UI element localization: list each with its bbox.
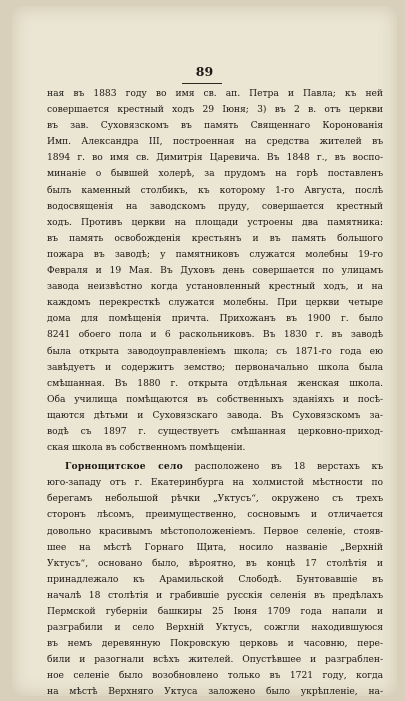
paragraph-1: [47, 86, 383, 456]
text-line: Оба училища помѣщаются въ собственныхъ зданіяхъ и посѣ-: [47, 393, 383, 405]
text-line: сторонъ лѣсомъ, преимущественно, сосновымъ и отличается: [47, 509, 383, 521]
text-line: въ зав. Суховязскомъ въ память Священнаго Коронованія: [47, 120, 383, 132]
text-line: Пермской губерніи башкиры 25 Іюня 1709 года напали и: [47, 606, 383, 617]
text-line: пожара въ заводѣ; у памятниковъ служатся молебны 19-го: [47, 248, 383, 260]
text-line: ная въ 1883 году во имя св. ап. Петра и Павла; къ ней: [47, 88, 383, 99]
text-line: 1894 г. во имя св. Димитрія Царевича. Въ 1848 г., въ воспо-: [47, 152, 383, 164]
text-line: въ немъ деревянную Покровскую церковь и часовню, пере-: [47, 638, 383, 650]
paragraph-2: [47, 475, 383, 700]
text-line: ное селеніе было возобновлено только въ 1721 году, когда: [47, 670, 383, 682]
text-line: минаніе о бывшей холерѣ, за прудомъ на горѣ поставленъ: [47, 168, 383, 180]
text-line: завода неизвѣстно когда установленный крестный ходъ, и на: [47, 281, 383, 293]
paragraph-2-first-line: [47, 459, 383, 475]
text-line: въ память освобожденія крестьянъ и въ память большого: [47, 232, 383, 244]
book-page: [12, 6, 397, 696]
text-line: была открыта заводоуправленіемъ школа; съ 1871-го года ею: [47, 345, 383, 357]
text-line: водѣ съ 1897 г. существуетъ смѣшанная церковно-приход-: [47, 425, 383, 437]
page-number: 89: [195, 64, 214, 79]
text-line: дома для помѣщенія причта. Прихожанъ въ 1900 г. было: [47, 313, 383, 325]
text-line: щаются дѣтьми и Суховязскаго завода. Въ Суховязскомъ за-: [47, 409, 383, 421]
page-body: [47, 86, 383, 701]
paragraph-2-first-line-text: расположено въ 18 верстахъ къ: [194, 461, 383, 473]
text-line: Уктусъ“, основано было, вѣроятно, въ концѣ 17 столѣтія и: [47, 557, 383, 569]
text-line: началѣ 18 столѣтія и грабившіе русскія селенія въ предѣлахъ: [47, 589, 383, 601]
text-line: берегамъ небольшой рѣчки „Уктусъ“, окружено съ трехъ: [47, 493, 383, 505]
text-line: довольно красивымъ мѣстоположеніемъ. Первое селеніе, стояв-: [47, 525, 383, 537]
text-line: былъ каменный столбикъ, къ которому 1-го Августа, послѣ: [47, 184, 383, 196]
text-line: шее на мѣстѣ Горнаго Щита, носило названіе „Верхній: [47, 541, 383, 553]
text-line: юго-западу отъ г. Екатеринбурга на холмистой мѣстности по: [47, 477, 383, 489]
text-line: Имп. Александра III, построенная на средства жителей въ: [47, 136, 383, 148]
text-line: совершается крестный ходъ 29 Іюня; 3) въ 2 в. отъ церкви: [47, 104, 383, 116]
text-line: били и разогнали всѣхъ жителей. Опустѣвшее и разграблен-: [47, 654, 383, 666]
text-line: разграбили и село Верхній Уктусъ, сожгли находившуюся: [47, 622, 383, 634]
text-line: принадлежало къ Арамильской Слободѣ. Бунтовавшіе въ: [47, 573, 383, 585]
text-line: на мѣстѣ Верхняго Уктуса заложено было укрѣпленіе, на-: [47, 686, 383, 698]
text-line: ходъ. Противъ церкви на площади устроены два памятника:: [47, 216, 383, 228]
text-line: смѣшанная. Въ 1880 г. открыта отдѣльная женская школа.: [47, 377, 383, 389]
text-line: ская школа въ собственномъ помѣщеніи.: [47, 442, 246, 454]
text-line: завѣдуетъ и содержитъ земство; первоначально школа была: [47, 361, 383, 373]
page-number-rule: [182, 83, 222, 84]
text-line: водосвященія на заводскомъ пруду, совершается крестный: [47, 200, 383, 212]
text-line: каждомъ перекресткѣ служатся молебны. При церкви четыре: [47, 297, 383, 309]
text-line: 8241 обоего пола и 6 раскольниковъ. Въ 1830 г. въ заводѣ: [47, 329, 383, 341]
text-line: Февраля и 19 Мая. Въ Духовъ день совершается по улицамъ: [47, 265, 383, 277]
place-name-heading: Горнощитское село: [65, 461, 183, 473]
